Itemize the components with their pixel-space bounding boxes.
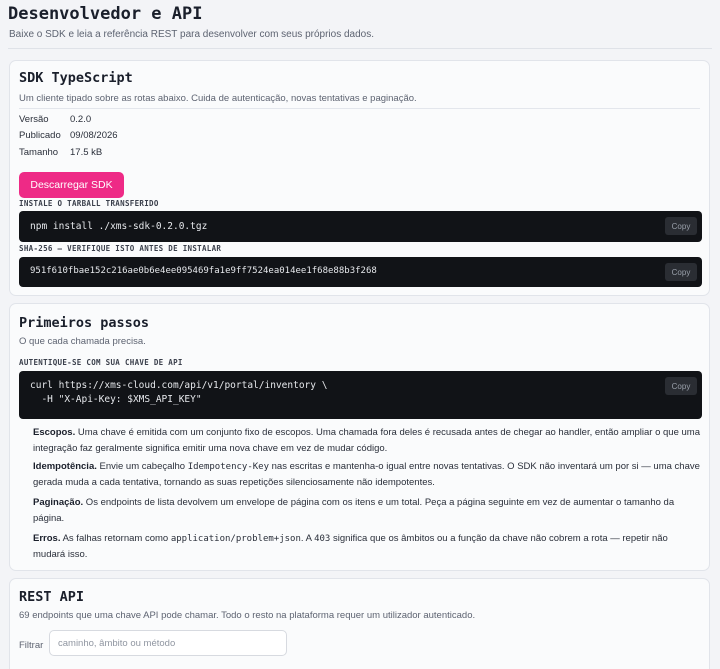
meta-version-value: 0.2.0 bbox=[70, 114, 92, 125]
scopes-text: Uma chave é emitida com um conjunto fixo de escopos. Uma chamada fora deles é recusada antes de chegar ao handler, então ampliar o que uma integração faz geralmente significa emitir uma nova chave em vez de mudar código. bbox=[33, 427, 700, 454]
curl-line-1: curl https://xms-cloud.com/api/v1/portal/inventory \ bbox=[30, 380, 328, 391]
download-sdk-button[interactable]: Descarregar SDK bbox=[19, 172, 124, 198]
rest-api-description: 69 endpoints que uma chave API pode chamar. Todo o resto na plataforma requer um utilizador autenticado. bbox=[19, 610, 476, 621]
pagination-text: Os endpoints de lista devolvem um envelope de página com os itens e um total. Peça a página seguinte em vez de aumentar o tamanho da página. bbox=[33, 497, 675, 524]
auth-label: AUTENTIQUE-SE COM SUA CHAVE DE API bbox=[19, 358, 183, 367]
meta-published-value: 09/08/2026 bbox=[70, 130, 118, 141]
getting-started-card bbox=[9, 303, 710, 571]
rest-api-title: REST API bbox=[19, 589, 85, 605]
idempotency-text-2: nas escritas e mantenha-o igual entre novas tentativas. O SDK não inventará um por si — uma chave gerada muda a cada tentativa, tornando as suas repetições silenciosamente não idempotentes. bbox=[33, 461, 700, 488]
sdk-card bbox=[9, 60, 710, 296]
install-code-block bbox=[19, 211, 702, 242]
getting-started-title: Primeiros passos bbox=[19, 315, 150, 331]
copy-sha-button[interactable]: Copy bbox=[665, 263, 697, 281]
errors-text-3: significa que os âmbitos ou a função da chave não cobrem a rota — repetir não mudará isso. bbox=[33, 533, 668, 560]
filter-input[interactable] bbox=[49, 630, 287, 656]
install-label: INSTALE O TARBALL TRANSFERIDO bbox=[19, 199, 159, 208]
meta-published-key: Publicado bbox=[19, 130, 61, 141]
pagination-term: Paginação. bbox=[33, 497, 84, 508]
idempotency-term: Idempotência. bbox=[33, 461, 97, 472]
getting-started-description: O que cada chamada precisa. bbox=[19, 336, 146, 347]
errors-text-1: As falhas retornam como bbox=[60, 533, 171, 544]
sdk-divider bbox=[19, 108, 700, 109]
errors-term: Erros. bbox=[33, 533, 61, 544]
idempotency-text-1: Envie um cabeçalho bbox=[96, 461, 188, 472]
sha-value: 951f610fbae152c216ae0b6e4ee095469fa1e9ff7524ea014ee1f68e88b3f268 bbox=[30, 266, 377, 276]
page-subtitle: Baixe o SDK e leia a referência REST para desenvolver com seus próprios dados. bbox=[9, 29, 375, 40]
sha-code-block bbox=[19, 257, 702, 287]
header-divider bbox=[8, 48, 712, 49]
copy-install-button[interactable]: Copy bbox=[665, 217, 697, 235]
meta-size-key: Tamanho bbox=[19, 147, 59, 158]
copy-curl-button[interactable]: Copy bbox=[665, 377, 697, 395]
curl-code-block bbox=[19, 371, 702, 419]
scopes-term: Escopos. bbox=[33, 427, 76, 438]
scopes-paragraph bbox=[33, 425, 701, 457]
pagination-paragraph bbox=[33, 495, 701, 527]
errors-paragraph bbox=[33, 531, 701, 563]
rest-api-card bbox=[9, 578, 710, 669]
filter-label: Filtrar bbox=[19, 640, 44, 651]
errors-text-2: . A bbox=[300, 533, 315, 544]
errors-content-type-code: application/problem+json bbox=[170, 534, 301, 544]
idempotency-header-code: Idempotency-Key bbox=[187, 462, 269, 472]
curl-line-2: -H "X-Api-Key: $XMS_API_KEY" bbox=[30, 394, 202, 405]
errors-status-code: 403 bbox=[314, 534, 331, 544]
meta-version-key: Versão bbox=[19, 114, 49, 125]
sdk-description: Um cliente tipado sobre as rotas abaixo. Cuida de autenticação, novas tentativas e paginação. bbox=[19, 93, 417, 104]
page-title: Desenvolvedor e API bbox=[8, 4, 203, 24]
sha-label: SHA-256 — VERIFIQUE ISTO ANTES DE INSTALAR bbox=[19, 244, 222, 253]
idempotency-paragraph bbox=[33, 459, 701, 491]
install-command: npm install ./xms-sdk-0.2.0.tgz bbox=[30, 221, 208, 232]
meta-size-value: 17.5 kB bbox=[70, 147, 103, 158]
sdk-title: SDK TypeScript bbox=[19, 70, 133, 86]
